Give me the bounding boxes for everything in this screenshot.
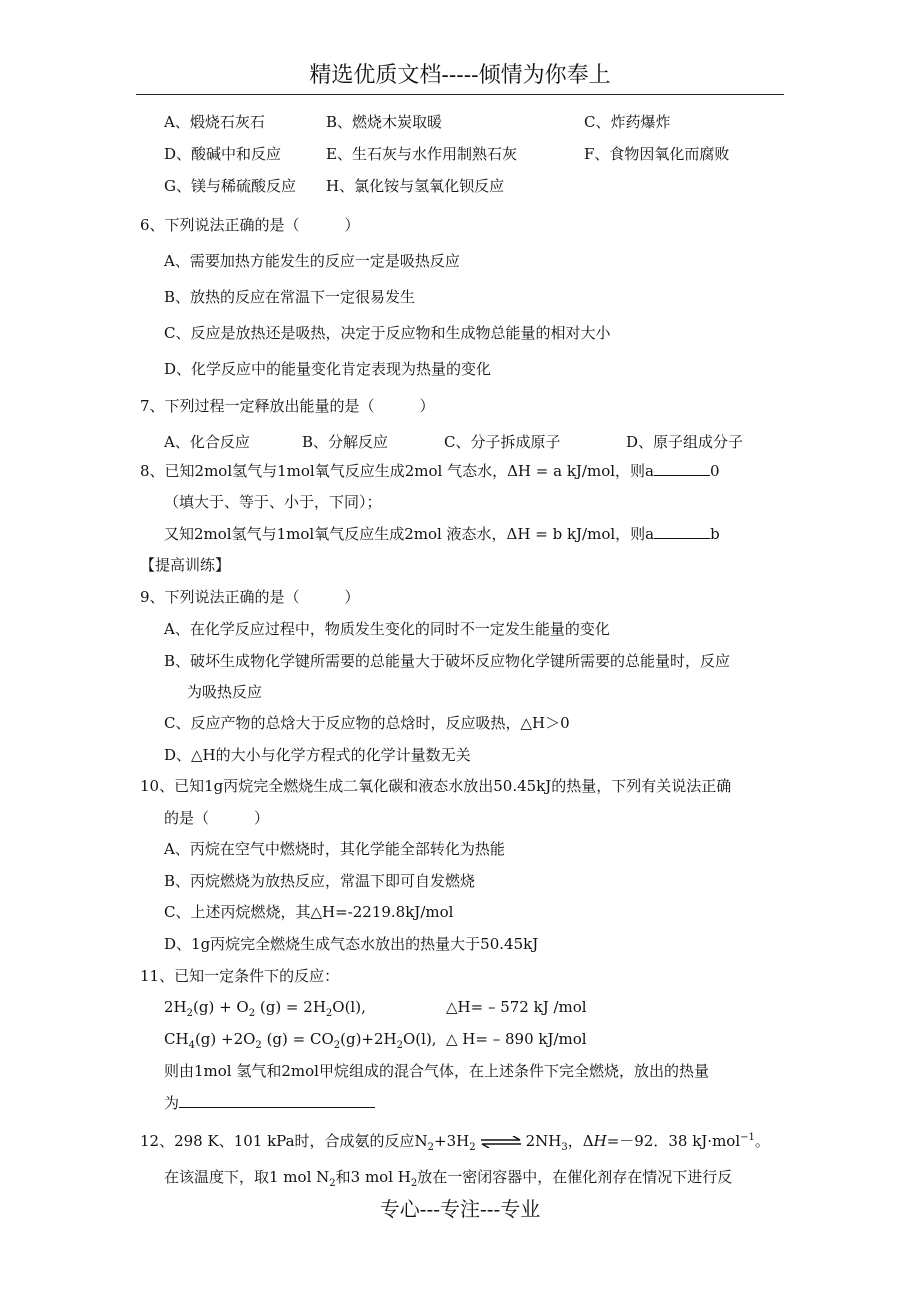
q5-option-c: C、炸药爆炸 xyxy=(584,113,671,131)
q11-r1-part: O(l), xyxy=(332,998,366,1016)
q11-reaction-2 xyxy=(164,1029,437,1049)
q7-option-d: D、原子组成分子 xyxy=(626,433,744,451)
q11-r2-sub: 2 xyxy=(333,1040,341,1051)
page-footer: 专心---专注---专业 xyxy=(379,1197,541,1221)
q12-enthalpy-symbol: H xyxy=(593,1132,607,1150)
q11-question-line-1: 则由1mol 氢气和2mol甲烷组成的混合气体，在上述条件下完全燃烧，放出的热量 xyxy=(164,1062,709,1080)
q12-part: 12、298 K、101 kPa时，合成氨的反应N xyxy=(140,1132,428,1150)
q11-r1-part: (g) = 2H xyxy=(255,998,326,1016)
q11-question-line-2 xyxy=(164,1093,375,1113)
q8-line-3-end: b xyxy=(710,525,720,543)
q8-line-1-text: 8、已知2mol氢气与1mol氧气反应生成2mol 气态水，ΔH = a kJ/mol，则a xyxy=(140,462,654,480)
q5-option-d: D、酸碱中和反应 xyxy=(164,145,282,163)
q10-option-c: C、上述丙烷燃烧，其△H=-2219.8kJ/mol xyxy=(164,903,454,921)
q11-stem: 11、已知一定条件下的反应： xyxy=(140,967,340,985)
q8-line-2: （填大于、等于、小于，下同）； xyxy=(164,493,382,511)
q9-stem: 9、下列说法正确的是（ ） xyxy=(140,588,360,606)
q10-option-d: D、1g丙烷完全燃烧生成气态水放出的热量大于50.45kJ xyxy=(164,935,539,953)
q11-r1-sub: 2 xyxy=(186,1008,193,1019)
q12-line-1 xyxy=(140,1131,770,1151)
q5-option-a: A、煅烧石灰石 xyxy=(164,113,265,131)
q6-option-d: D、化学反应中的能量变化肯定表现为热量的变化 xyxy=(164,360,492,378)
page-header-title: 精选优质文档-----倾情为你奉上 xyxy=(309,63,611,88)
q11-r2-part: (g) +2O xyxy=(194,1030,256,1048)
q9-option-b-line-2: 为吸热反应 xyxy=(187,683,263,701)
q11-r2-sub: 2 xyxy=(396,1040,403,1051)
q5-option-h: H、氯化铵与氢氧化钡反应 xyxy=(326,177,505,195)
q10-stem-line-2: 的是（ ） xyxy=(164,809,270,827)
reversible-arrow-icon xyxy=(480,1136,522,1148)
q10-option-b: B、丙烷燃烧为放热反应，常温下即可自发燃烧 xyxy=(164,872,476,890)
q12-sub: 2 xyxy=(427,1142,435,1153)
q11-r2-sub: 2 xyxy=(255,1040,262,1051)
q5-option-e: E、生石灰与水作用制熟石灰 xyxy=(326,145,517,163)
q6-stem: 6、下列说法正确的是（ ） xyxy=(140,216,360,234)
q12-part: ，Δ xyxy=(567,1132,594,1150)
q11-r2-sub: 4 xyxy=(188,1040,195,1051)
q5-option-f: F、食物因氧化而腐败 xyxy=(584,145,730,163)
header-divider xyxy=(136,94,784,95)
q8-blank-1[interactable] xyxy=(654,461,710,476)
q11-reaction-1-enthalpy: △H= – 572 kJ /mol xyxy=(446,998,587,1016)
q9-option-d: D、△H的大小与化学方程式的化学计量数无关 xyxy=(164,746,471,764)
q12-part: 。 xyxy=(754,1132,770,1150)
q12-l2-part: 在该温度下，取1 mol N xyxy=(164,1168,330,1186)
q8-line-1 xyxy=(140,461,720,481)
q7-option-c: C、分子拆成原子 xyxy=(444,433,561,451)
q6-option-b: B、放热的反应在常温下一定很易发生 xyxy=(164,288,416,306)
q7-stem: 7、下列过程一定释放出能量的是（ ） xyxy=(140,397,435,415)
q11-r1-sub: 2 xyxy=(248,1008,256,1019)
q5-option-g: G、镁与稀硫酸反应 xyxy=(164,177,296,195)
q6-option-c: C、反应是放热还是吸热，决定于反应物和生成物总能量的相对大小 xyxy=(164,324,611,342)
q12-sup: −1 xyxy=(740,1132,755,1143)
q12-l2-part: 放在一密闭容器中，在催化剂存在情况下进行反 xyxy=(417,1168,733,1186)
q7-option-a: A、化合反应 xyxy=(164,433,250,451)
q12-part: +3H xyxy=(434,1132,470,1150)
q11-r1-part: 2H xyxy=(164,998,187,1016)
q11-reaction-1 xyxy=(164,997,366,1017)
q10-stem-line-1: 10、已知1g丙烷完全燃烧生成二氧化碳和液态水放出50.45kJ的热量，下列有关说法正确 xyxy=(140,777,732,795)
q9-option-c: C、反应产物的总焓大于反应物的总焓时，反应吸热，△H＞0 xyxy=(164,714,570,732)
q12-part: 2NH xyxy=(525,1132,562,1150)
q11-r2-part: (g)+2H xyxy=(340,1030,397,1048)
q12-sub: 2 xyxy=(469,1142,476,1153)
section-title: 【提高训练】 xyxy=(140,556,231,574)
q11-reaction-2-enthalpy: △ H= – 890 kJ/mol xyxy=(446,1030,587,1048)
q11-r1-sub: 2 xyxy=(325,1008,333,1019)
q8-line-3-text: 又知2mol氢气与1mol氧气反应生成2mol 液态水，ΔH = b kJ/mol，则a xyxy=(164,525,655,543)
q8-line-3 xyxy=(164,524,720,544)
q11-question-prefix: 为 xyxy=(164,1094,180,1112)
q6-option-a: A、需要加热方能发生的反应一定是吸热反应 xyxy=(164,252,460,270)
q7-option-b: B、分解反应 xyxy=(302,433,389,451)
q12-l2-sub: 2 xyxy=(410,1178,418,1189)
q9-option-a: A、在化学反应过程中，物质发生变化的同时不一定发生能量的变化 xyxy=(164,620,610,638)
q8-line-1-end: 0 xyxy=(709,462,720,480)
q5-option-b: B、燃烧木炭取暖 xyxy=(326,113,443,131)
q11-r2-part: O(l), xyxy=(403,1030,437,1048)
q11-answer-blank[interactable] xyxy=(179,1093,375,1108)
q8-blank-2[interactable] xyxy=(654,524,710,539)
q12-sub: 3 xyxy=(561,1142,568,1153)
q11-r2-part: (g) = CO xyxy=(261,1030,334,1048)
q12-l2-sub: 2 xyxy=(329,1178,336,1189)
q11-r1-part: (g) + O xyxy=(193,998,249,1016)
q12-line-2 xyxy=(164,1167,732,1187)
q10-option-a: A、丙烷在空气中燃烧时，其化学能全部转化为热能 xyxy=(164,840,505,858)
q12-part: =－92．38 kJ·mol xyxy=(606,1132,741,1150)
q11-r2-part: CH xyxy=(164,1030,189,1048)
q12-l2-part: 和3 mol H xyxy=(335,1168,411,1186)
q9-option-b-line-1: B、破坏生成物化学键所需要的总能量大于破坏反应物化学键所需要的总能量时，反应 xyxy=(164,652,731,670)
